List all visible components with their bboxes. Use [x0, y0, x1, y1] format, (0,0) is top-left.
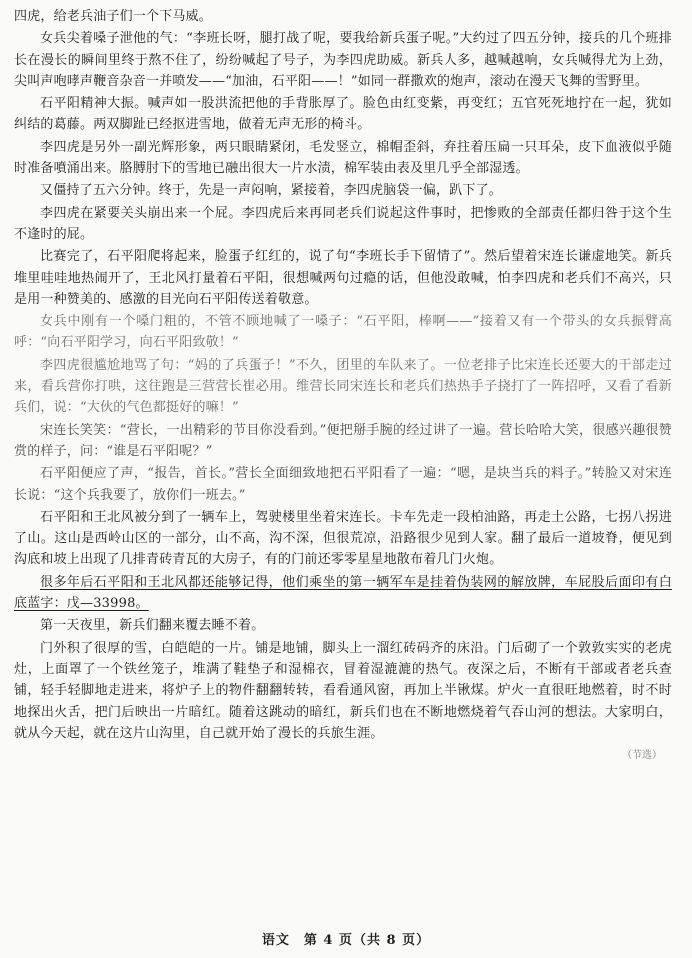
paragraph-4: 李四虎是另外一副光辉形象，两只眼睛紧闭，毛发竖立，棉帽歪斜，弃拄着压扁一只耳朵，皮下血液似乎随时准备噴涌出来。胳膊肘下的雪地已融出很大一片水渍，棉军装由表及里几乎全部湿透。: [14, 139, 672, 177]
paragraph-15: 门外积了很厚的雪，白皑皑的一片。铺是地铺，脚头上一溜红砖码齐的床沿。门后砌了一个敦敦实实的老虎灶，上面罩了一个铁丝笼子，堆满了鞋垫子和湿棉衣，冒着湿漉漉的热气。夜深之后，不断有干部或者老兵查铺，轻手轻脚地走进来，将炉子上的物件翻翻转转，看看通风窗，再加上半锹煤。炉火一直很旺地燃着，时不时地探出火舌，把门后映出一片暗红。随着这跳动的暗红，新兵们也在不断地燃烧着气吞山河的想法。大家明白，就从今天起，就在这片山沟里，自己就开始了漫长的兵旅生涯。: [14, 640, 672, 741]
paragraph-11: 石平阳便应了声，“报告，首长。”营长全面细致地把石平阳看了一遍：“嗯，是块当兵的料子。”转脸又对宋连长说：“这个兵我要了，放你们一班去。”: [14, 466, 672, 503]
paragraph-8: 女兵中刚有一个嗓门粗的，不管不顾地喊了一嗓子：“石平阳，棒啊——”接着又有一个带头的女兵振臂高呼：“向石平阳学习，向石平阳致敬！”: [14, 314, 672, 351]
paragraph-3: 石平阳精神大振。喊声如一股洪流把他的手背胀厚了。脸色由红变紫，再变红；五官死死地拧在一起，犹如纠结的葛藤。两双脚趾已经抠进雪地，做着无声无形的椅斗。: [14, 96, 672, 133]
paragraph-14: 第一天夜里，新兵们翻来覆去睡不着。: [40, 618, 265, 634]
paragraph-5: 又僵持了五六分钟。终于，先是一声闷响，紧接着，李四虎脑袋一偏，趴下了。: [40, 183, 503, 199]
paragraph-12: 石平阳和王北风被分到了一辆车上，驾驶楼里坐着宋连长。卡车先走一段柏油路，再走土公路，七拐八拐进了山。这山是西岭山区的一部分，山不高，沟不深，但很荒凉，沿路很少见到人家。翻了最后一道坡脊，便见到沟底和坡上出现了几排青砖青瓦的大房子，有的门前还零零星星地散布着几门火炮。: [14, 509, 672, 568]
paragraph-7: 比赛完了，石平阳爬将起来，脸蛋子红红的，说了句“李班长手下留情了”。然后望着宋连长谦虚地笑。新兵堆里哇哇地热闹开了，王北风打量着石平阳，很想喊两句过瘾的话，但他没敢喊，怕李四虎和老兵们不高兴，只是用一种赞美的、感激的目光向石平阳传送着敬意。: [14, 249, 672, 307]
underlined-paragraph: 很多年后石平阳和王北风都还能够记得，他们乘坐的第一辆军车是挂着伪装网的解放牌，车屁股后面印有白底蓝字：戊—33998。: [14, 574, 672, 612]
page-footer: 语文 第 4 页（共 8 页）: [261, 933, 431, 948]
paragraph-6: 李四虎在紧要关头崩出来一个屁。李四虎后来再同老兵们说起这件事时，把惨败的全部责任都归咎于这个生不逢时的屁。: [14, 205, 672, 242]
paragraph-10: 宋连长笑笑：“营长，一出精彩的节目你没看到。”便把掰手腕的经过讲了一遍。营长哈哈大笑，很感兴趣很赞赏的样子，问：“谁是石平阳呢？”: [14, 422, 672, 459]
paragraph-9: 李四虎很尴尬地骂了句：“妈的了兵蛋子！”不久，团里的车队来了。一位老排子比宋连长还要大的干部走过来，看兵营你打哄，这往跑是三营营长崔必用。维营长同宋连长和老兵们热热手子挠打了一阵招呼，又看了看新兵们，说：“大伙的气色都挺好的嘛！”: [14, 357, 672, 416]
excerpt-marker: （节选）: [622, 750, 662, 762]
paragraph-1: 四虎，给老兵油子们一个下马威。: [14, 9, 213, 24]
paragraph-2: 女兵尖着嗓子泄他的气：“李班长呀，腿打战了呢，要我给新兵蛋子呢。”大约过了四五分钟，接兵的几个班排长在漫长的瞬间里终于熬不住了，纷纷喊起了号子，为李四虎助威。新兵人多，越喊越响，女兵喊得尤为上劲，尖叫声咆哮声鞭音杂音一并喷发——“加油，石平阳——！”如同一群撒欢的炮声，滚动在漫天飞舞的雪野里。: [14, 31, 672, 89]
